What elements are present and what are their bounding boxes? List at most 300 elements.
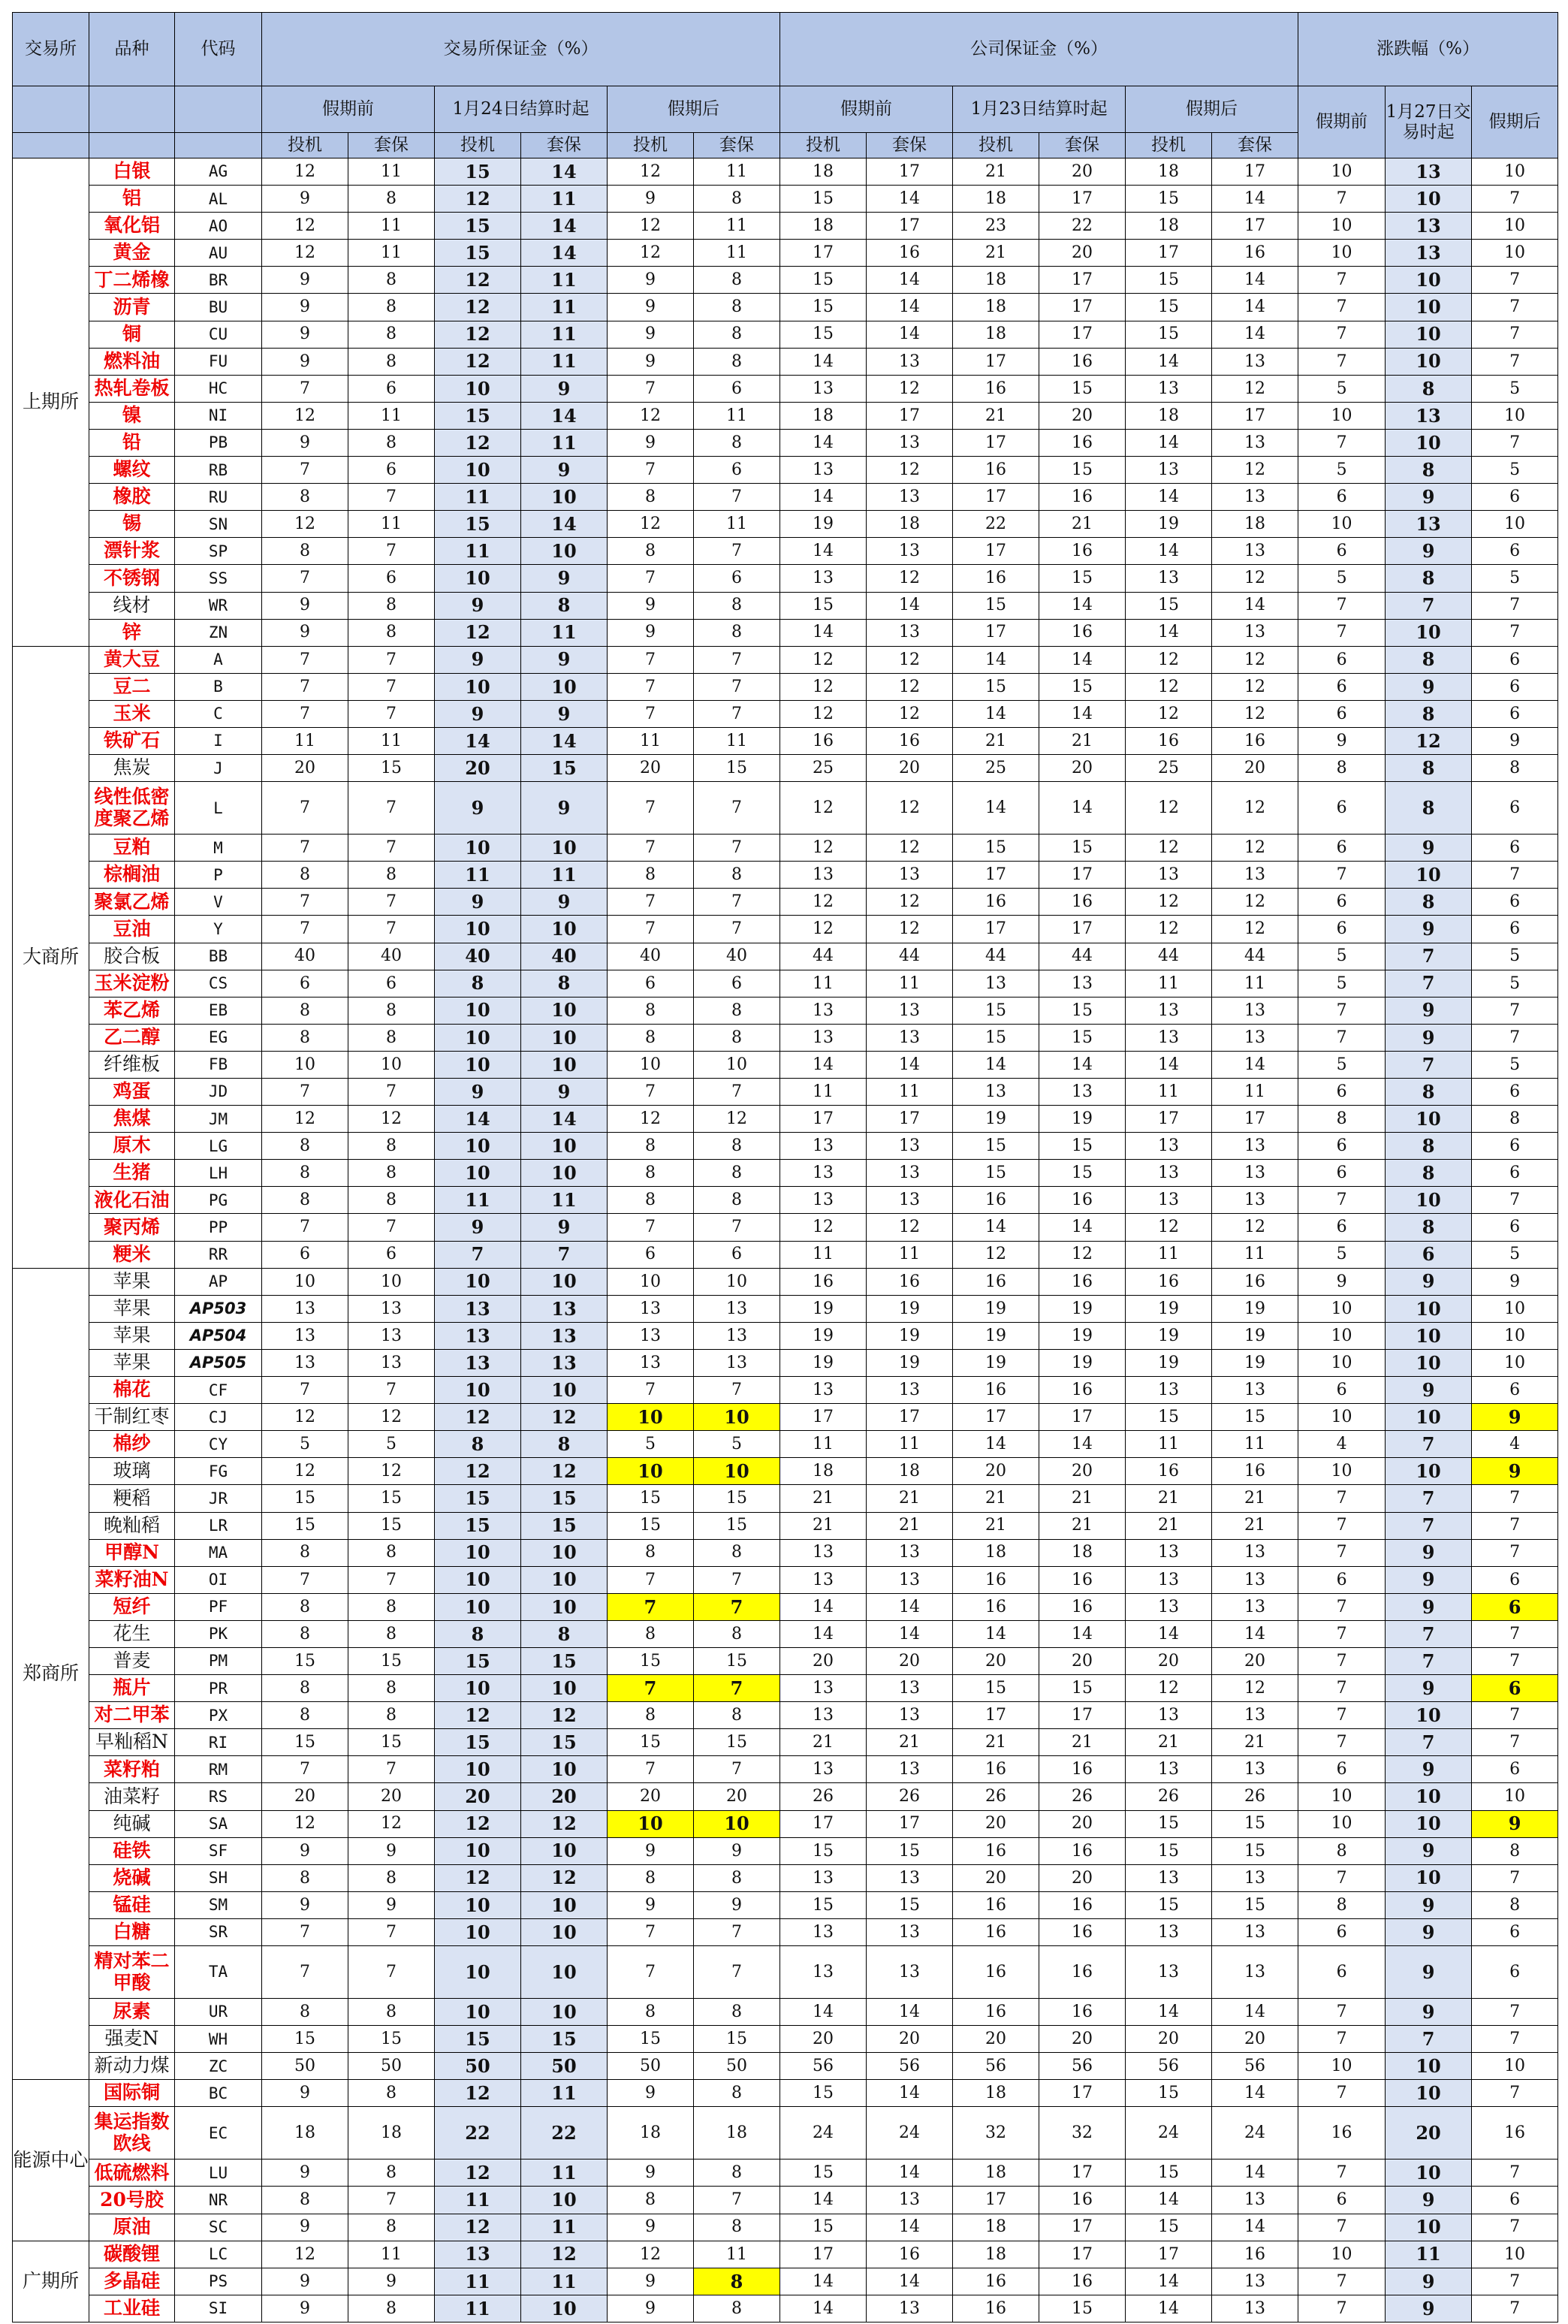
product-name: 玉米淀粉 (89, 970, 175, 997)
value-cell: 9 (1386, 997, 1472, 1024)
value-cell: 8 (608, 1539, 694, 1566)
value-cell: 10 (1386, 1404, 1472, 1431)
value-cell: 16 (953, 889, 1039, 916)
value-cell: 20 (521, 1783, 608, 1810)
value-cell: 14 (1126, 619, 1212, 646)
value-cell: 8 (348, 186, 435, 213)
value-cell: 7 (1298, 2268, 1386, 2295)
value-cell: 13 (780, 1187, 867, 1214)
value-cell: 16 (953, 1837, 1039, 1864)
value-cell: 7 (608, 1756, 694, 1783)
product-code: SF (175, 1837, 262, 1864)
product-code: PP (175, 1214, 262, 1241)
value-cell: 22 (953, 511, 1039, 538)
value-cell: 9 (521, 889, 608, 916)
value-cell: 10 (435, 1837, 521, 1864)
value-cell: 6 (1472, 835, 1558, 862)
value-cell: 15 (435, 2026, 521, 2053)
product-name: 国际铜 (89, 2080, 175, 2107)
value-cell: 15 (1126, 2080, 1212, 2107)
value-cell: 6 (1472, 1756, 1558, 1783)
header-spec: 投机 (608, 133, 694, 158)
value-cell: 9 (1386, 2187, 1472, 2214)
value-cell: 15 (521, 2026, 608, 2053)
header-limit-post: 假期后 (1472, 86, 1558, 158)
value-cell: 15 (348, 1647, 435, 1674)
product-code: AP504 (175, 1322, 262, 1349)
value-cell: 8 (521, 970, 608, 997)
value-cell: 7 (1298, 1620, 1386, 1647)
value-cell: 15 (1039, 835, 1126, 862)
value-cell: 13 (780, 1160, 867, 1187)
value-cell: 8 (1472, 755, 1558, 782)
table-row (13, 1024, 1558, 1051)
value-cell: 10 (521, 1566, 608, 1593)
value-cell: 20 (694, 1783, 780, 1810)
value-cell: 20 (953, 1647, 1039, 1674)
table-row (13, 2214, 1558, 2241)
product-code: CY (175, 1431, 262, 1458)
value-cell: 11 (694, 240, 780, 267)
product-name: 丁二烯橡 (89, 267, 175, 294)
header-spec: 投机 (262, 133, 348, 158)
value-cell: 18 (867, 511, 953, 538)
value-cell: 6 (1472, 700, 1558, 727)
value-cell: 14 (1212, 186, 1298, 213)
value-cell: 10 (521, 1891, 608, 1918)
value-cell: 9 (435, 646, 521, 673)
header-company-margin: 公司保证金（%） (780, 13, 1298, 86)
value-cell: 15 (780, 294, 867, 321)
value-cell: 12 (780, 916, 867, 943)
value-cell: 40 (262, 943, 348, 970)
table-row (13, 1620, 1558, 1647)
value-cell: 10 (1298, 213, 1386, 240)
value-cell: 12 (780, 1214, 867, 1241)
product-name: 晚籼稻 (89, 1512, 175, 1539)
value-cell: 7 (1472, 1485, 1558, 1512)
value-cell: 16 (953, 1999, 1039, 2026)
value-cell: 15 (1126, 2214, 1212, 2241)
value-cell: 6 (1298, 1946, 1386, 1999)
product-code: AO (175, 213, 262, 240)
product-code: B (175, 673, 262, 700)
product-name: 沥青 (89, 294, 175, 321)
value-cell: 7 (608, 673, 694, 700)
table-row (13, 1106, 1558, 1133)
value-cell: 15 (694, 1647, 780, 1674)
value-cell: 16 (953, 375, 1039, 402)
value-cell: 7 (608, 1079, 694, 1106)
value-cell: 13 (1126, 1024, 1212, 1051)
product-code: CU (175, 321, 262, 348)
value-cell: 8 (1386, 1214, 1472, 1241)
value-cell: 15 (953, 1160, 1039, 1187)
value-cell: 11 (1212, 1079, 1298, 1106)
value-cell: 16 (1212, 1458, 1298, 1485)
value-cell: 21 (953, 240, 1039, 267)
product-code: TA (175, 1946, 262, 1999)
value-cell: 6 (1472, 782, 1558, 835)
product-name: 20号胶 (89, 2187, 175, 2214)
table-row (13, 1810, 1558, 1837)
product-code: PM (175, 1647, 262, 1674)
value-cell: 10 (1386, 186, 1472, 213)
value-cell: 17 (953, 916, 1039, 943)
value-cell: 12 (780, 782, 867, 835)
product-code: PX (175, 1702, 262, 1729)
value-cell: 10 (1472, 511, 1558, 538)
value-cell: 11 (435, 2187, 521, 2214)
value-cell: 10 (1298, 2241, 1386, 2268)
value-cell: 13 (1212, 1160, 1298, 1187)
value-cell: 8 (262, 997, 348, 1024)
value-cell: 14 (1039, 1051, 1126, 1078)
value-cell: 12 (1126, 916, 1212, 943)
product-name: 粳稻 (89, 1485, 175, 1512)
value-cell: 19 (780, 1295, 867, 1322)
product-name: 新动力煤 (89, 2053, 175, 2080)
value-cell: 19 (867, 1295, 953, 1322)
value-cell: 10 (1386, 1187, 1472, 1214)
product-code: LG (175, 1133, 262, 1160)
value-cell: 12 (521, 2241, 608, 2268)
value-cell: 17 (867, 1404, 953, 1431)
product-code: SP (175, 538, 262, 565)
value-cell: 8 (521, 1431, 608, 1458)
value-cell: 8 (694, 619, 780, 646)
value-cell: 11 (780, 1079, 867, 1106)
value-cell: 15 (780, 592, 867, 619)
value-cell: 7 (1298, 1647, 1386, 1674)
value-cell: 7 (262, 1756, 348, 1783)
value-cell: 11 (521, 2268, 608, 2295)
value-cell: 13 (780, 457, 867, 484)
value-cell: 7 (1298, 1024, 1386, 1051)
value-cell: 17 (953, 538, 1039, 565)
value-cell: 24 (867, 2107, 953, 2160)
value-cell: 6 (348, 565, 435, 592)
product-name: 线材 (89, 592, 175, 619)
header-price-limit: 涨跌幅（%） (1298, 13, 1558, 86)
value-cell: 12 (867, 916, 953, 943)
value-cell: 24 (1126, 2107, 1212, 2160)
value-cell: 8 (1386, 565, 1472, 592)
value-cell: 14 (1212, 267, 1298, 294)
value-cell: 10 (1386, 2214, 1472, 2241)
value-cell: 8 (348, 1702, 435, 1729)
value-cell: 12 (521, 1864, 608, 1891)
value-cell: 15 (953, 835, 1039, 862)
value-cell: 10 (1298, 240, 1386, 267)
value-cell: 7 (1472, 348, 1558, 375)
value-cell: 16 (1212, 240, 1298, 267)
value-cell: 6 (348, 970, 435, 997)
value-cell: 10 (1386, 1458, 1472, 1485)
value-cell: 10 (435, 1268, 521, 1295)
table-row (13, 457, 1558, 484)
value-cell: 10 (521, 997, 608, 1024)
value-cell: 7 (1298, 1702, 1386, 1729)
value-cell: 11 (694, 158, 780, 186)
value-cell: 8 (1386, 375, 1472, 402)
value-cell: 15 (867, 1837, 953, 1864)
value-cell: 9 (1472, 1458, 1558, 1485)
value-cell: 12 (1212, 646, 1298, 673)
value-cell: 6 (1298, 700, 1386, 727)
value-cell: 7 (262, 646, 348, 673)
value-cell: 18 (608, 2107, 694, 2160)
value-cell: 9 (608, 348, 694, 375)
value-cell: 6 (1298, 1756, 1386, 1783)
value-cell: 9 (1386, 484, 1472, 511)
value-cell: 11 (1126, 970, 1212, 997)
value-cell: 17 (867, 402, 953, 429)
value-cell: 9 (348, 1837, 435, 1864)
value-cell: 9 (262, 267, 348, 294)
value-cell: 17 (1212, 213, 1298, 240)
product-code: V (175, 889, 262, 916)
table-row (13, 1593, 1558, 1620)
value-cell: 16 (953, 565, 1039, 592)
value-cell: 21 (1212, 1485, 1298, 1512)
value-cell: 14 (780, 1999, 867, 2026)
value-cell: 9 (608, 267, 694, 294)
product-name: 铜 (89, 321, 175, 348)
value-cell: 7 (1298, 1539, 1386, 1566)
value-cell: 20 (867, 2026, 953, 2053)
value-cell: 18 (953, 2241, 1039, 2268)
value-cell: 11 (521, 267, 608, 294)
value-cell: 7 (348, 1214, 435, 1241)
product-name: 原油 (89, 2214, 175, 2241)
value-cell: 11 (1126, 1079, 1212, 1106)
product-code: MA (175, 1539, 262, 1566)
value-cell: 7 (1298, 1593, 1386, 1620)
value-cell: 20 (1126, 2026, 1212, 2053)
value-cell: 6 (348, 457, 435, 484)
value-cell: 7 (1298, 429, 1386, 456)
value-cell: 7 (348, 916, 435, 943)
value-cell: 6 (1472, 889, 1558, 916)
value-cell: 9 (348, 2268, 435, 2295)
value-cell: 19 (1039, 1295, 1126, 1322)
value-cell: 6 (1298, 484, 1386, 511)
value-cell: 15 (1126, 267, 1212, 294)
value-cell: 19 (1126, 1349, 1212, 1376)
value-cell: 6 (1298, 916, 1386, 943)
value-cell: 44 (1039, 943, 1126, 970)
value-cell: 12 (867, 565, 953, 592)
value-cell: 18 (953, 2080, 1039, 2107)
value-cell: 10 (521, 835, 608, 862)
value-cell: 13 (1126, 457, 1212, 484)
value-cell: 20 (1039, 240, 1126, 267)
value-cell: 8 (694, 429, 780, 456)
product-name: 早籼稻N (89, 1729, 175, 1756)
value-cell: 12 (780, 700, 867, 727)
margin-table (12, 12, 1558, 2322)
value-cell: 14 (780, 2187, 867, 2214)
value-cell: 13 (1386, 240, 1472, 267)
value-cell: 7 (694, 782, 780, 835)
value-cell: 13 (1212, 429, 1298, 456)
value-cell: 8 (521, 1620, 608, 1647)
value-cell: 12 (867, 889, 953, 916)
value-cell: 9 (1386, 1999, 1472, 2026)
value-cell: 10 (608, 1458, 694, 1485)
value-cell: 21 (1039, 511, 1126, 538)
value-cell: 10 (1386, 321, 1472, 348)
table-row (13, 1133, 1558, 1160)
value-cell: 13 (608, 1322, 694, 1349)
value-cell: 10 (694, 1810, 780, 1837)
value-cell: 18 (953, 1539, 1039, 1566)
value-cell: 7 (348, 1946, 435, 1999)
product-name: 工业硅 (89, 2295, 175, 2322)
value-cell: 15 (953, 997, 1039, 1024)
value-cell: 14 (1212, 1051, 1298, 1078)
value-cell: 10 (435, 1024, 521, 1051)
header-spec: 投机 (953, 133, 1039, 158)
value-cell: 14 (867, 2160, 953, 2187)
value-cell: 6 (694, 375, 780, 402)
value-cell: 15 (262, 2026, 348, 2053)
value-cell: 10 (435, 673, 521, 700)
value-cell: 16 (1039, 1756, 1126, 1783)
value-cell: 12 (1212, 916, 1298, 943)
value-cell: 40 (694, 943, 780, 970)
value-cell: 8 (262, 1133, 348, 1160)
table-row (13, 1946, 1558, 1999)
value-cell: 15 (1212, 1837, 1298, 1864)
value-cell: 14 (867, 592, 953, 619)
table-row (13, 1485, 1558, 1512)
table-row (13, 402, 1558, 429)
value-cell: 8 (262, 1620, 348, 1647)
value-cell: 15 (953, 673, 1039, 700)
value-cell: 16 (1039, 1837, 1126, 1864)
value-cell: 8 (348, 1999, 435, 2026)
value-cell: 16 (1298, 2107, 1386, 2160)
value-cell: 14 (780, 1593, 867, 1620)
value-cell: 13 (1212, 1187, 1298, 1214)
value-cell: 20 (1212, 755, 1298, 782)
value-cell: 12 (435, 2080, 521, 2107)
value-cell: 20 (953, 1458, 1039, 1485)
value-cell: 13 (867, 2187, 953, 2214)
value-cell: 5 (1298, 565, 1386, 592)
value-cell: 7 (1472, 321, 1558, 348)
value-cell: 11 (262, 727, 348, 754)
value-cell: 7 (608, 1946, 694, 1999)
product-code: WH (175, 2026, 262, 2053)
product-code: SH (175, 1864, 262, 1891)
value-cell: 9 (608, 2268, 694, 2295)
table-row (13, 538, 1558, 565)
value-cell: 10 (1386, 1322, 1472, 1349)
value-cell: 10 (262, 1051, 348, 1078)
value-cell: 11 (867, 1431, 953, 1458)
value-cell: 8 (608, 1702, 694, 1729)
value-cell: 15 (521, 755, 608, 782)
value-cell: 13 (1126, 1702, 1212, 1729)
value-cell: 9 (521, 646, 608, 673)
value-cell: 10 (521, 1133, 608, 1160)
value-cell: 13 (1212, 1946, 1298, 1999)
value-cell: 7 (1386, 1512, 1472, 1539)
value-cell: 9 (521, 700, 608, 727)
value-cell: 13 (608, 1295, 694, 1322)
value-cell: 15 (1039, 2295, 1126, 2322)
header-limit-pre: 假期前 (1298, 86, 1386, 158)
value-cell: 10 (521, 1999, 608, 2026)
value-cell: 14 (1126, 348, 1212, 375)
value-cell: 6 (348, 375, 435, 402)
value-cell: 12 (780, 673, 867, 700)
table-body (13, 158, 1558, 2322)
table-row (13, 889, 1558, 916)
value-cell: 17 (953, 429, 1039, 456)
value-cell: 19 (780, 511, 867, 538)
value-cell: 9 (435, 1214, 521, 1241)
value-cell: 10 (1472, 240, 1558, 267)
value-cell: 10 (435, 835, 521, 862)
value-cell: 16 (780, 1268, 867, 1295)
value-cell: 8 (348, 1160, 435, 1187)
value-cell: 13 (1126, 1133, 1212, 1160)
value-cell: 13 (867, 1133, 953, 1160)
value-cell: 11 (348, 511, 435, 538)
value-cell: 20 (953, 1810, 1039, 1837)
value-cell: 21 (1039, 1485, 1126, 1512)
value-cell: 14 (521, 511, 608, 538)
value-cell: 8 (348, 267, 435, 294)
table-row (13, 1349, 1558, 1376)
value-cell: 19 (953, 1106, 1039, 1133)
value-cell: 13 (780, 1133, 867, 1160)
value-cell: 21 (1212, 1512, 1298, 1539)
product-name: 棉纱 (89, 1431, 175, 1458)
value-cell: 16 (867, 727, 953, 754)
value-cell: 15 (435, 240, 521, 267)
product-name: 焦煤 (89, 1106, 175, 1133)
table-row (13, 1756, 1558, 1783)
table-row (13, 2187, 1558, 2214)
value-cell: 10 (1472, 2241, 1558, 2268)
value-cell: 8 (608, 538, 694, 565)
value-cell: 10 (1386, 429, 1472, 456)
header-product: 品种 (89, 13, 175, 86)
product-code: RI (175, 1729, 262, 1756)
value-cell: 13 (348, 1349, 435, 1376)
header-spec: 投机 (435, 133, 521, 158)
value-cell: 10 (1472, 402, 1558, 429)
value-cell: 15 (1126, 1404, 1212, 1431)
value-cell: 12 (1212, 673, 1298, 700)
value-cell: 7 (1472, 2026, 1558, 2053)
table-row (13, 158, 1558, 186)
value-cell: 12 (435, 1702, 521, 1729)
value-cell: 8 (694, 1864, 780, 1891)
value-cell: 7 (694, 916, 780, 943)
value-cell: 15 (348, 1485, 435, 1512)
value-cell: 15 (780, 2214, 867, 2241)
value-cell: 5 (1298, 1051, 1386, 1078)
value-cell: 18 (1126, 158, 1212, 186)
table-row (13, 1458, 1558, 1485)
value-cell: 17 (1039, 186, 1126, 213)
